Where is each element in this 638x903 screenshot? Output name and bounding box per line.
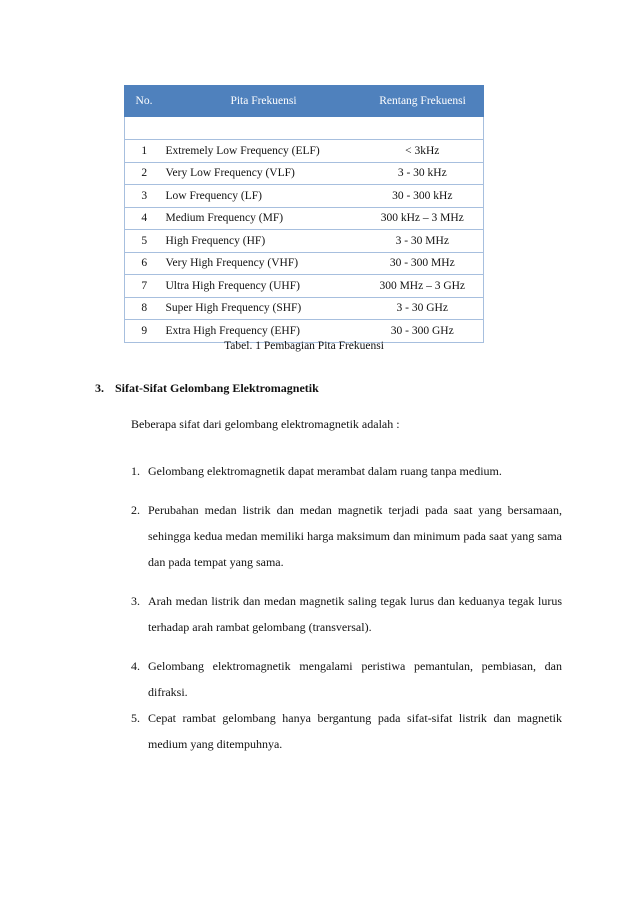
section-heading [95,381,319,396]
table-row [125,275,484,298]
list-item-text: Gelombang elektromagnetik dapat merambat dalam ruang tanpa medium. [148,464,502,478]
list-item [131,705,562,757]
list-item [131,588,562,640]
table-row [125,320,484,343]
table-row [125,252,484,275]
cell-range: 3 - 30 GHz [362,297,484,320]
cell-range: 300 kHz – 3 MHz [362,207,484,230]
cell-no: 5 [125,230,164,253]
table-row [125,297,484,320]
cell-band: Extremely Low Frequency (ELF) [164,140,362,163]
header-band: Pita Frekuensi [164,86,362,117]
list-item-text: Arah medan listrik dan medan magnetik saling tegak lurus dan keduanya tegak lurus terhadap arah rambat gelombang (transversal). [148,594,562,634]
cell-range: 30 - 300 MHz [362,252,484,275]
table-row [125,185,484,208]
cell-no: 3 [125,185,164,208]
list-item-number: 3. [131,594,140,608]
cell-band: Extra High Frequency (EHF) [164,320,362,343]
cell-no: 2 [125,162,164,185]
list-item-number: 1. [131,464,140,478]
cell-no: 4 [125,207,164,230]
cell-band: Very Low Frequency (VLF) [164,162,362,185]
list-item [131,497,562,575]
cell-range: 3 - 30 MHz [362,230,484,253]
cell-range: 3 - 30 kHz [362,162,484,185]
list-item-number: 5. [131,711,140,725]
list-item-text: Gelombang elektromagnetik mengalami peristiwa pemantulan, pembiasan, dan difraksi. [148,659,562,699]
table-header-row [125,86,484,117]
cell-no: 9 [125,320,164,343]
table-caption: Tabel. 1 Pembagian Pita Frekuensi [224,340,384,352]
table-row [125,207,484,230]
table-spacer-row [125,117,484,140]
cell-no: 6 [125,252,164,275]
cell-band: Low Frequency (LF) [164,185,362,208]
cell-range: 30 - 300 kHz [362,185,484,208]
cell-range: 30 - 300 GHz [362,320,484,343]
list-item-number: 2. [131,503,140,517]
section-number: 3. [95,381,104,395]
cell-band: Medium Frequency (MF) [164,207,362,230]
cell-range: 300 MHz – 3 GHz [362,275,484,298]
table-row [125,230,484,253]
cell-band: Super High Frequency (SHF) [164,297,362,320]
section-title: Sifat-Sifat Gelombang Elektromagnetik [115,381,319,395]
list-item [131,653,562,705]
header-range: Rentang Frekuensi [362,86,484,117]
section-intro: Beberapa sifat dari gelombang elektromagnetik adalah : [131,417,400,431]
list-item-number: 4. [131,659,140,673]
cell-band: Very High Frequency (VHF) [164,252,362,275]
list-item [131,458,562,484]
cell-band: Ultra High Frequency (UHF) [164,275,362,298]
cell-no: 8 [125,297,164,320]
cell-no: 1 [125,140,164,163]
cell-band: High Frequency (HF) [164,230,362,253]
cell-range: < 3kHz [362,140,484,163]
list-item-text: Perubahan medan listrik dan medan magnetik terjadi pada saat yang bersamaan, sehingga kedua medan memiliki harga maksimum dan minimum pada saat yang sama dan pada tempat yang sama. [148,503,562,569]
table-row [125,162,484,185]
list-item-text: Cepat rambat gelombang hanya bergantung pada sifat-sifat listrik dan magnetik medium yang ditempuhnya. [148,711,562,751]
header-no: No. [125,86,164,117]
cell-no: 7 [125,275,164,298]
properties-list [131,458,562,757]
frequency-band-table [124,85,484,343]
table-row [125,140,484,163]
